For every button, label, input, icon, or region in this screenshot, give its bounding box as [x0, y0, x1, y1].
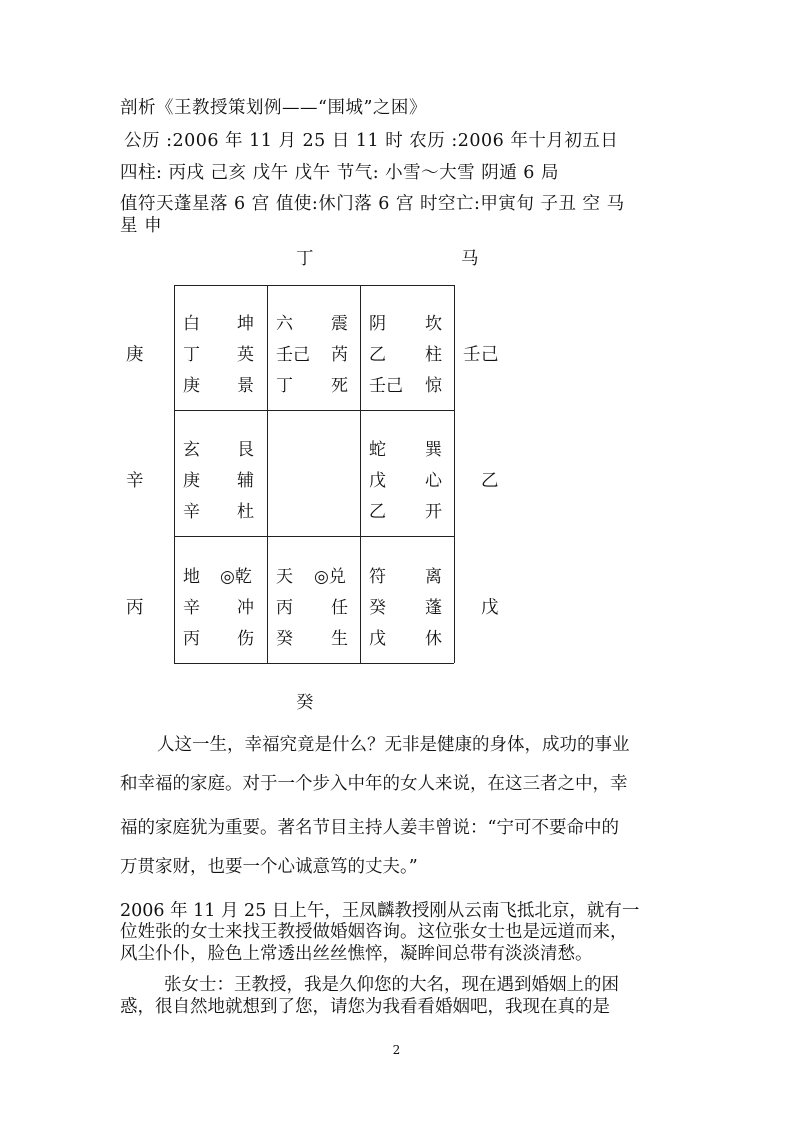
- paragraph-line: 福的家庭犹为重要。著名节目主持人姜丰曾说：“宁可不要命中的: [120, 818, 619, 838]
- cell-text: 阴: [369, 314, 386, 334]
- cell-text: 癸: [369, 598, 386, 618]
- cell-text: 坎: [425, 314, 442, 334]
- sizhu-line: 四柱: 丙戌 己亥 戊午 戊午 节气: 小雪～大雪 阴遁 6 局: [120, 163, 559, 183]
- cell-text: 休: [425, 629, 442, 649]
- cell-text: 柱: [425, 345, 442, 365]
- cell-text: 艮: [237, 440, 254, 460]
- cell-text: 符: [369, 567, 386, 587]
- cell-text: 庚: [183, 376, 200, 396]
- paragraph-line: 风尘仆仆，脸色上常透出丝丝憔悴，凝眸间总带有淡淡清愁。: [120, 944, 593, 964]
- chart-top-left-label: 丁: [296, 249, 314, 269]
- cell-text: 戊: [369, 471, 386, 491]
- cell-text: 丙: [276, 598, 293, 618]
- cell-text: 乙: [369, 345, 386, 365]
- cell-text: 庚: [183, 471, 200, 491]
- cell-text: 英: [237, 345, 254, 365]
- chart-right-label-row2: 乙: [481, 471, 499, 491]
- grid-line-top: [174, 285, 454, 286]
- cell-text: 地: [183, 567, 200, 587]
- paragraph-line: 人这一生，幸福究竟是什么？无非是健康的身体，成功的事业: [157, 735, 630, 755]
- cell-text: 任: [331, 598, 348, 618]
- grid-line-right: [454, 285, 455, 663]
- cell-text: 壬己: [276, 345, 310, 365]
- cell-text: 杜: [237, 502, 254, 522]
- cell-text: 芮: [331, 345, 348, 365]
- grid-line-v2: [360, 285, 361, 663]
- cell-text: ◎兑: [314, 567, 346, 587]
- chart-right-label-row1: 壬己: [463, 345, 499, 365]
- cell-text: 乙: [369, 502, 386, 522]
- paragraph-line: 位姓张的女士来找王教授做婚姻咨询。这位张女士也是远道而来，: [120, 922, 628, 942]
- cell-text: 生: [331, 629, 348, 649]
- cell-text: 癸: [276, 629, 293, 649]
- paragraph-line: 和幸福的家庭。对于一个步入中年的女人来说，在这三者之中，幸: [120, 774, 628, 794]
- cell-text: 戊: [369, 629, 386, 649]
- zhifu-line-cont: 星 申: [120, 216, 163, 236]
- cell-text: 辅: [237, 471, 254, 491]
- cell-text: 玄: [183, 440, 200, 460]
- gongli-line: 公历 :2006 年 11 月 25 日 11 时 农历 :2006 年十月初五日: [124, 131, 619, 151]
- cell-text: 死: [331, 376, 348, 396]
- cell-text: 景: [237, 376, 254, 396]
- cell-text: 天: [276, 567, 293, 587]
- chart-left-label-row2: 辛: [126, 471, 144, 491]
- paragraph-line: 2006 年 11 月 25 日上午，王凤麟教授刚从云南飞抵北京，就有一: [120, 901, 640, 921]
- cell-text: 白: [183, 314, 200, 334]
- cell-text: 辛: [183, 502, 200, 522]
- grid-line-mid2: [174, 536, 454, 537]
- cell-text: 开: [425, 502, 442, 522]
- cell-text: 坤: [237, 314, 254, 334]
- cell-text: 伤: [237, 629, 254, 649]
- cell-text: 冲: [237, 598, 254, 618]
- cell-text: 六: [276, 314, 293, 334]
- cell-text: 离: [425, 567, 442, 587]
- cell-text: 巽: [425, 440, 442, 460]
- chart-top-right-label: 马: [461, 249, 479, 269]
- cell-text: 丁: [183, 345, 200, 365]
- document-title: 剖析《王教授策划例——“围城”之困》: [120, 98, 427, 118]
- paragraph-line: 万贯家财，也要一个心诚意笃的丈夫。”: [120, 857, 418, 877]
- chart-left-label-row1: 庚: [126, 345, 144, 365]
- chart-left-label-row3: 丙: [126, 598, 144, 618]
- paragraph-line: 张女士：王教授，我是久仰您的大名，现在遇到婚姻上的困: [164, 975, 619, 995]
- cell-text: 辛: [183, 598, 200, 618]
- chart-right-label-row3: 戊: [481, 598, 499, 618]
- cell-text: 惊: [425, 376, 442, 396]
- page-number: 2: [392, 1043, 401, 1057]
- cell-text: 心: [425, 471, 442, 491]
- chart-bottom-label: 癸: [296, 693, 314, 713]
- paragraph-line: 惑，很自然地就想到了您，请您为我看看婚姻吧，我现在真的是: [120, 997, 610, 1017]
- grid-line-left: [174, 285, 175, 663]
- grid-line-mid1: [174, 410, 454, 411]
- grid-line-bottom: [174, 663, 454, 664]
- cell-text: ◎乾: [220, 567, 252, 587]
- cell-text: 壬己: [369, 376, 403, 396]
- cell-text: 震: [331, 314, 348, 334]
- cell-text: 丙: [183, 629, 200, 649]
- cell-text: 丁: [276, 376, 293, 396]
- grid-line-v1: [267, 285, 268, 663]
- cell-text: 蛇: [369, 440, 386, 460]
- zhifu-line: 值符天蓬星落 6 宫 值使:休门落 6 宫 时空亡:甲寅旬 子丑 空 马: [120, 194, 625, 214]
- cell-text: 蓬: [425, 598, 442, 618]
